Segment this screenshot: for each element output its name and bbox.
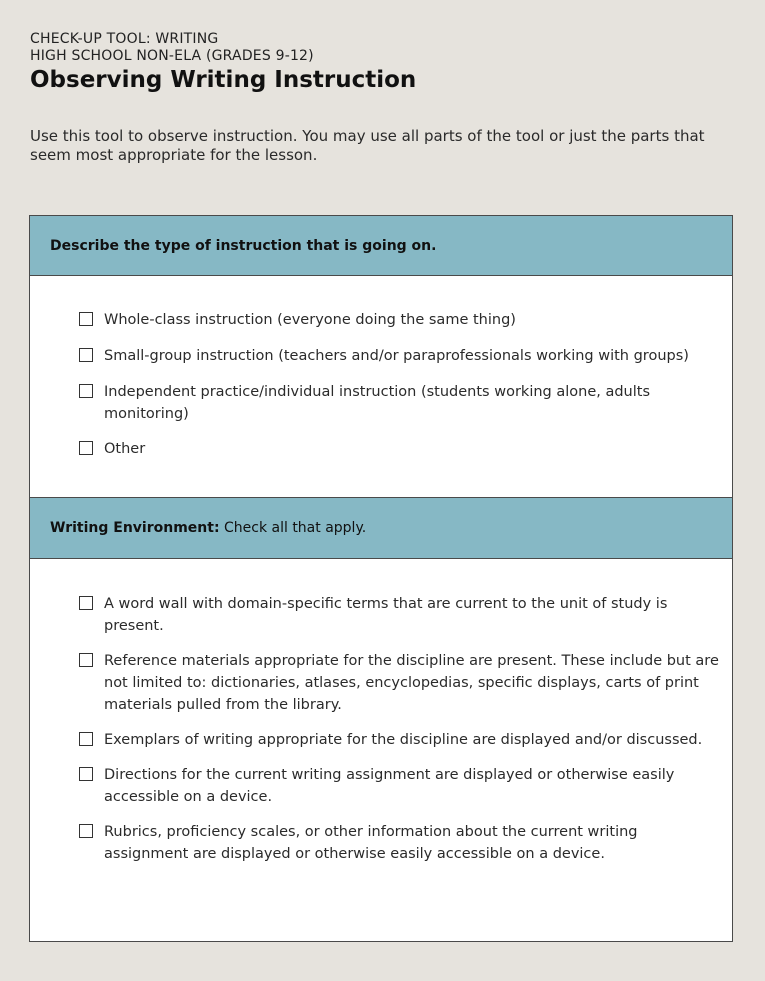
checkbox[interactable]	[79, 653, 93, 667]
checkbox[interactable]	[79, 441, 93, 455]
checkbox-label: Reference materials appropriate for the discipline are present. These include but are not limited to: dictionaries, atlases, encyclopedias, specific displays, carts of print materials pulled from the library.	[104, 653, 719, 713]
writing-environment-list	[79, 593, 719, 878]
checkbox-item[interactable]	[79, 381, 719, 425]
checkbox-label: Directions for the current writing assignment are displayed or otherwise easily accessible on a device.	[104, 767, 675, 805]
checkbox-label: Independent practice/individual instruction (students working alone, adults monitoring)	[104, 384, 651, 422]
checkbox-label: Other	[104, 441, 146, 457]
intro-text: Use this tool to observe instruction. You may use all parts of the tool or just the parts that seem most appropriate for the lesson.	[30, 127, 705, 164]
checkbox-item[interactable]	[79, 764, 719, 808]
checkbox-item[interactable]	[79, 593, 719, 637]
section-heading-rest: Check all that apply.	[219, 520, 367, 536]
checkbox-label: A word wall with domain-specific terms that are current to the unit of study is present.	[104, 596, 668, 634]
observation-card	[29, 215, 733, 942]
checkbox-label: Rubrics, proficiency scales, or other information about the current writing assignment are displayed or otherwise easily accessible on a device.	[104, 824, 638, 862]
checkbox-item[interactable]	[79, 650, 719, 716]
eyebrow	[30, 31, 314, 65]
checkbox-item[interactable]	[79, 309, 719, 331]
eyebrow-line-2: HIGH SCHOOL NON-ELA (GRADES 9-12)	[30, 48, 314, 64]
instruction-type-list	[79, 309, 719, 474]
section-heading-bold: Writing Environment:	[50, 520, 220, 536]
page-title: Observing Writing Instruction	[30, 67, 417, 93]
checkbox-label: Exemplars of writing appropriate for the discipline are displayed and/or discussed.	[104, 732, 703, 748]
checkbox[interactable]	[79, 824, 93, 838]
checkbox-item[interactable]	[79, 345, 719, 367]
eyebrow-line-1: CHECK-UP TOOL: WRITING	[30, 31, 219, 47]
checkbox-item[interactable]	[79, 821, 719, 865]
checkbox[interactable]	[79, 348, 93, 362]
checkbox-item[interactable]	[79, 729, 719, 751]
checkbox[interactable]	[79, 312, 93, 326]
checkbox[interactable]	[79, 767, 93, 781]
checkbox-label: Small-group instruction (teachers and/or paraprofessionals working with groups)	[104, 348, 689, 364]
checkbox-label: Whole-class instruction (everyone doing the same thing)	[104, 312, 516, 328]
section-header-instruction-type	[30, 215, 732, 276]
checkbox[interactable]	[79, 384, 93, 398]
section-heading: Describe the type of instruction that is going on.	[50, 237, 437, 254]
checkbox[interactable]	[79, 732, 93, 746]
checkbox[interactable]	[79, 596, 93, 610]
section-header-writing-environment	[30, 497, 732, 559]
checkbox-item[interactable]	[79, 438, 719, 460]
